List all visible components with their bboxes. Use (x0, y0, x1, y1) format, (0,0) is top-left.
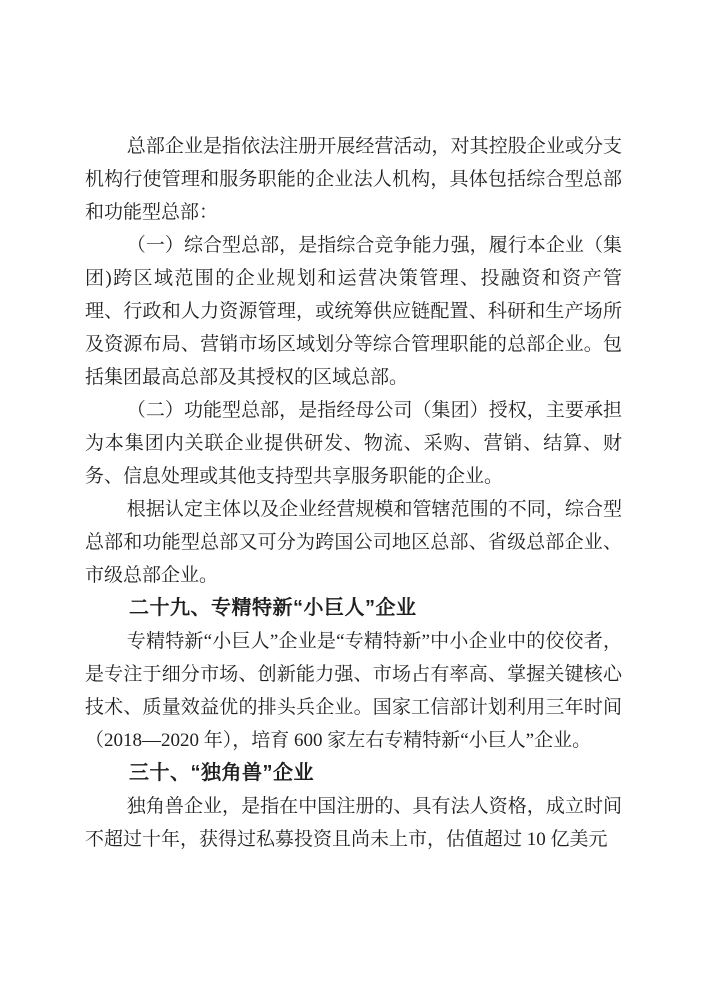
paragraph: 根据认定主体以及企业经营规模和管辖范围的不同，综合型总部和功能型总部又可分为跨国公司地区总部、省级总部企业、市级总部企业。 (85, 499, 622, 586)
paragraph: 专精特新“小巨人”企业是“专精特新”中小企业中的佼佼者，是专注于细分市场、创新能力强、市场占有率高、掌握关键核心技术、质量效益优的排头兵企业。国家工信部计划利用三年时间（2018—2020 年），培育 600 家左右专精特新“小巨人”企业。 (85, 631, 622, 751)
section-heading: 三十、“独角兽”企业 (129, 762, 314, 784)
paragraph: 独角兽企业，是指在中国注册的、具有法人资格，成立时间不超过十年，获得过私募投资且尚未上市，估值超过 10 亿美元 (85, 796, 622, 850)
section-heading: 二十九、专精特新“小巨人”企业 (129, 597, 417, 619)
paragraph: （一）综合型总部，是指综合竞争能力强，履行本企业（集团)跨区域范围的企业规划和运营决策管理、投融资和资产管理、行政和人力资源管理，或统筹供应链配置、科研和生产场所及资源布局、营销市场区域划分等综合管理职能的总部企业。包括集团最高总部及其授权的区域总部。 (85, 235, 622, 388)
paragraph: （二）功能型总部，是指经母公司（集团）授权，主要承担为本集团内关联企业提供研发、物流、采购、营销、结算、财务、信息处理或其他支持型共享服务职能的企业。 (85, 400, 622, 487)
paragraph: 总部企业是指依法注册开展经营活动，对其控股企业或分支机构行使管理和服务职能的企业法人机构，具体包括综合型总部和功能型总部： (85, 136, 622, 223)
document-body (85, 130, 622, 856)
